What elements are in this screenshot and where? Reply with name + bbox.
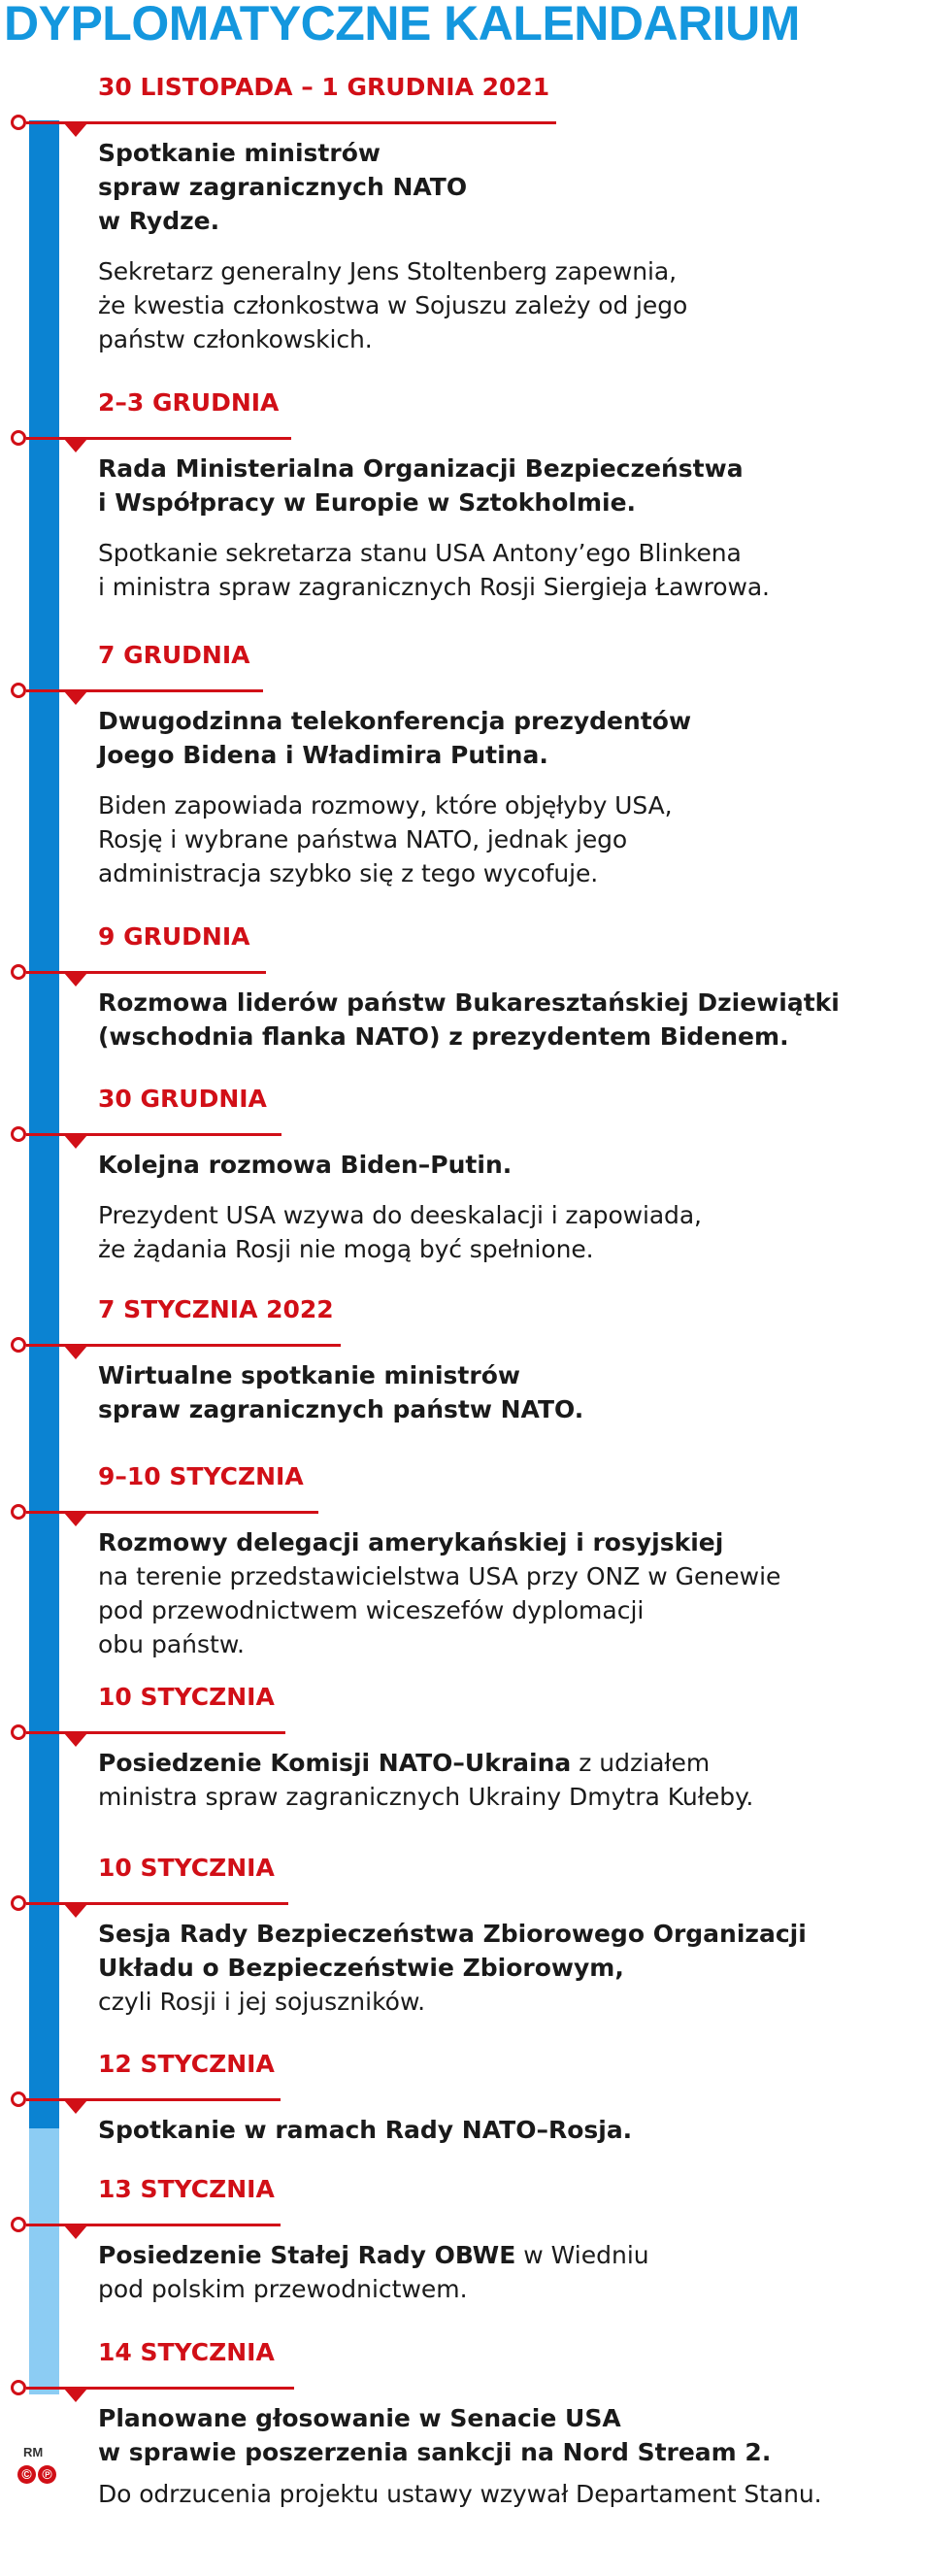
- event-description: na terenie przedstawicielstwa USA przy ONZ w Genewie pod przewodnictwem wiceszefów dyplomacji obu państw.: [98, 1562, 781, 1658]
- arrow-down-icon: [64, 1904, 87, 1918]
- copyright-icon: ©: [17, 2465, 36, 2484]
- timeline-node-icon: [11, 2380, 26, 2395]
- event-headline: Spotkanie ministrów spraw zagranicznych NATO w Rydze.: [98, 139, 468, 235]
- arrow-down-icon: [64, 1513, 87, 1526]
- event-headline: Sesja Rady Bezpieczeństwa Zbiorowego Organizacji Układu o Bezpieczeństwie Zbiorowym,: [98, 1920, 807, 1982]
- event-date: 7 GRUDNIA: [98, 641, 250, 669]
- event-date: 30 GRUDNIA: [98, 1085, 267, 1113]
- event-headline: Planowane głosowanie w Senacie USA w sprawie poszerzenia sankcji na Nord Stream 2.: [98, 2404, 772, 2466]
- copyright-logo: [17, 2465, 56, 2484]
- event-headline: Spotkanie w ramach Rady NATO–Rosja.: [98, 2116, 633, 2144]
- timeline-node-icon: [11, 1337, 26, 1353]
- timeline-node-icon: [11, 430, 26, 446]
- event-date: 10 STYCZNIA: [98, 1683, 275, 1711]
- event-text: [98, 1525, 923, 1661]
- author-initials: RM: [23, 2445, 44, 2459]
- arrow-down-icon: [64, 123, 87, 137]
- event-headline: Rozmowa liderów państw Bukaresztańskiej Dziewiątki (wschodnia flanka NATO) z prezydentem Bidenem.: [98, 988, 840, 1051]
- arrow-down-icon: [64, 691, 87, 705]
- timeline-node-icon: [11, 1504, 26, 1520]
- timeline-node-icon: [11, 2217, 26, 2232]
- event-date: 2–3 GRUDNIA: [98, 388, 280, 417]
- arrow-down-icon: [64, 2389, 87, 2402]
- event-date: 12 STYCZNIA: [98, 2050, 275, 2078]
- timeline-node-icon: [11, 683, 26, 698]
- date-underline: [26, 689, 263, 692]
- timeline-node-icon: [11, 1126, 26, 1142]
- event-date: 30 LISTOPADA – 1 GRUDNIA 2021: [98, 73, 550, 101]
- event-description: Do odrzucenia projektu ustawy wzywał Departament Stanu.: [98, 2480, 822, 2508]
- event-date: 10 STYCZNIA: [98, 1854, 275, 1882]
- page-title: DYPLOMATYCZNE KALENDARIUM: [4, 0, 800, 50]
- event-date: 9–10 STYCZNIA: [98, 1462, 304, 1490]
- date-underline: [26, 971, 266, 974]
- event-headline: Wirtualne spotkanie ministrów spraw zagranicznych państw NATO.: [98, 1361, 584, 1423]
- event-description: Biden zapowiada rozmowy, które objęłyby USA, Rosję i wybrane państwa NATO, jednak jego administracja szybko się z tego wycofuje.: [98, 791, 673, 887]
- event-description: Prezydent USA wzywa do deeskalacji i zapowiada, że żądania Rosji nie mogą być spełnione.: [98, 1201, 702, 1263]
- event-date: 9 GRUDNIA: [98, 922, 250, 951]
- timeline-bar-upcoming: [29, 2128, 59, 2394]
- event-headline: Posiedzenie Stałej Rady OBWE: [98, 2241, 516, 2269]
- arrow-down-icon: [64, 2225, 87, 2239]
- timeline-node-icon: [11, 115, 26, 130]
- event-date: 13 STYCZNIA: [98, 2175, 275, 2203]
- timeline-node-icon: [11, 2091, 26, 2107]
- arrow-down-icon: [64, 973, 87, 987]
- arrow-down-icon: [64, 2100, 87, 2114]
- arrow-down-icon: [64, 1346, 87, 1359]
- event-date: 7 STYCZNIA 2022: [98, 1295, 334, 1323]
- event-headline: Rozmowy delegacji amerykańskiej i rosyjskiej: [98, 1528, 724, 1556]
- event-headline: Posiedzenie Komisji NATO–Ukraina: [98, 1749, 572, 1777]
- phonogram-icon: ℗: [38, 2465, 56, 2484]
- date-underline: [26, 121, 556, 124]
- arrow-down-icon: [64, 439, 87, 452]
- arrow-down-icon: [64, 1733, 87, 1747]
- event-description: Sekretarz generalny Jens Stoltenberg zapewnia, że kwestia członkostwa w Sojuszu zależy od jego państw członkowskich.: [98, 257, 688, 353]
- event-headline: Rada Ministerialna Organizacji Bezpieczeństwa i Współpracy w Europie w Sztokholmie.: [98, 454, 744, 517]
- event-text: [98, 1917, 923, 2019]
- timeline-bar: [29, 120, 59, 2128]
- timeline-node-icon: [11, 1895, 26, 1911]
- event-description: Spotkanie sekretarza stanu USA Antony’ego Blinkena i ministra spraw zagranicznych Rosji Siergieja Ławrowa.: [98, 539, 770, 601]
- event-headline: Dwugodzinna telekonferencja prezydentów Joego Bidena i Władimira Putina.: [98, 707, 692, 769]
- event-text: [98, 2238, 923, 2306]
- event-text: [98, 1746, 923, 1814]
- arrow-down-icon: [64, 1135, 87, 1149]
- event-description: czyli Rosji i jej sojuszników.: [98, 1988, 426, 2016]
- event-description: z udziałem ministra spraw zagranicznych Ukrainy Dmytra Kułeby.: [98, 1749, 754, 1811]
- timeline-node-icon: [11, 1724, 26, 1740]
- event-headline: Kolejna rozmowa Biden–Putin.: [98, 1151, 513, 1179]
- event-date: 14 STYCZNIA: [98, 2338, 275, 2366]
- timeline-node-icon: [11, 964, 26, 980]
- event-description: w Wiedniu pod polskim przewodnictwem.: [98, 2241, 649, 2303]
